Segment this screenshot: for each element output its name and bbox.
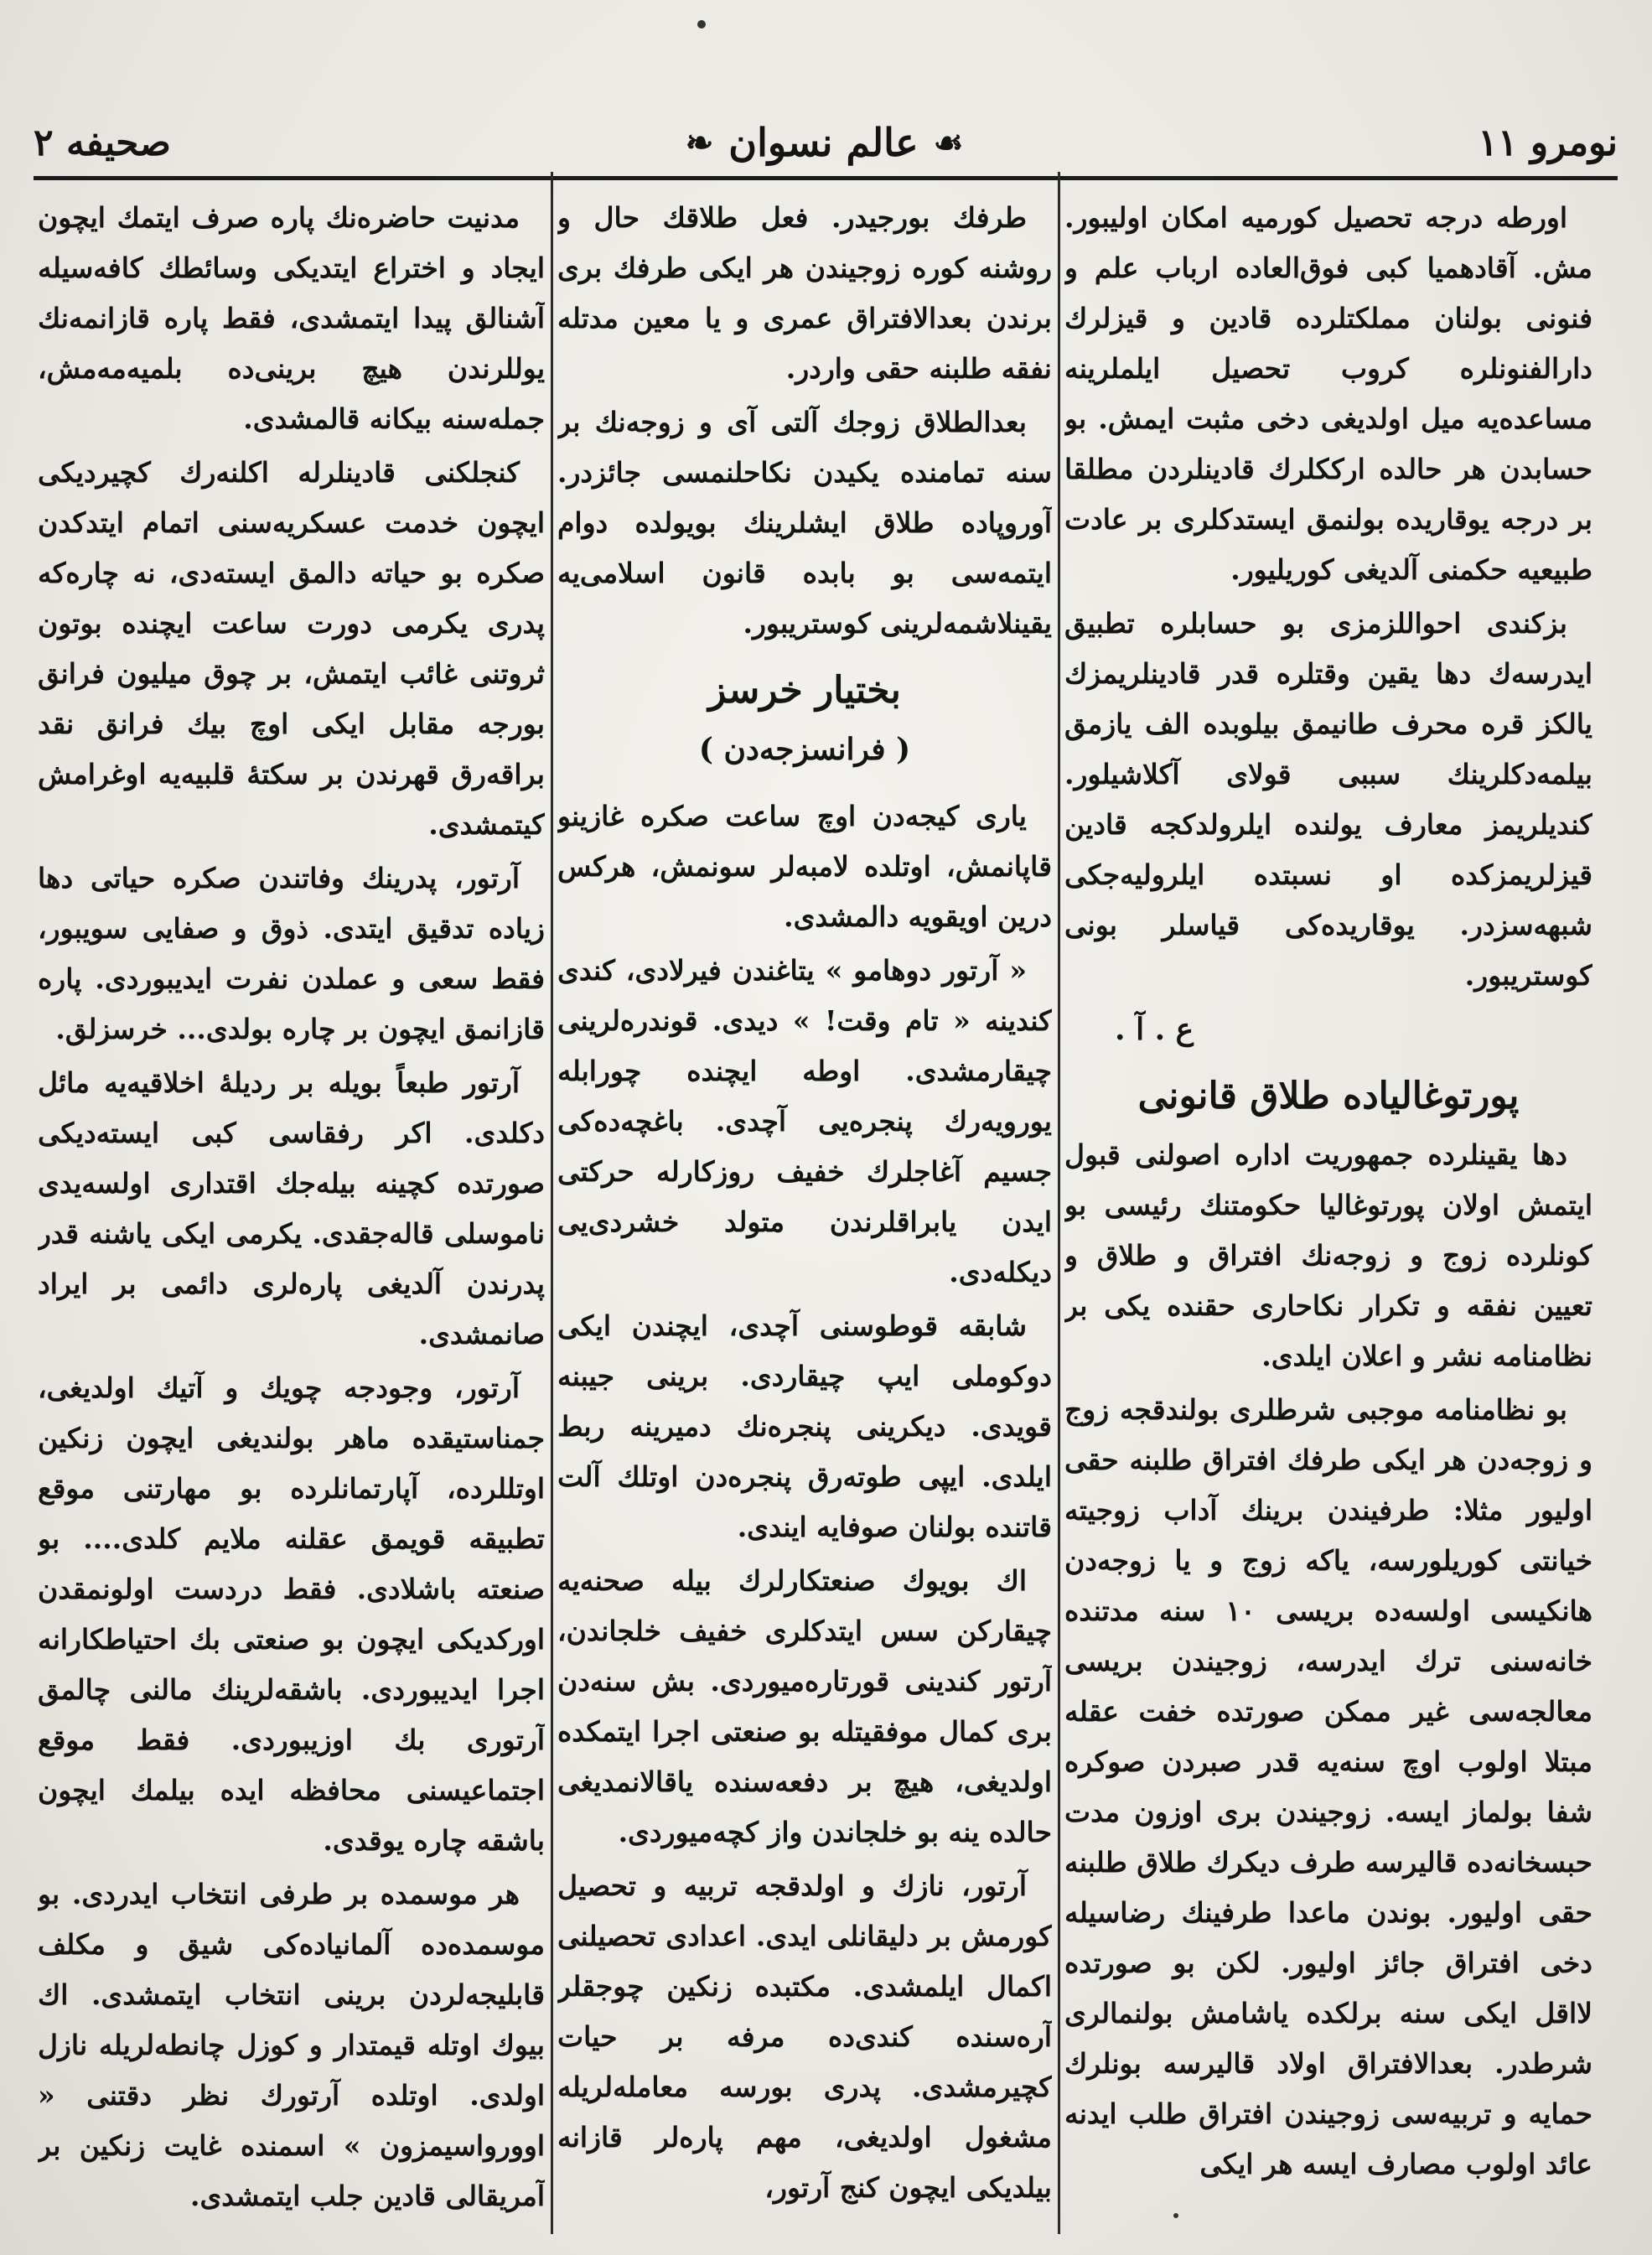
newspaper-title: عالم نسوان xyxy=(728,120,919,165)
column-left xyxy=(38,193,545,2238)
column-right xyxy=(1064,193,1592,2238)
paragraph: هر موسمده بر طرفی انتخاب ایدردی. بو موسمده‌ده آلمانیاده‌کی شیق و مکلف قابلیجه‌لردن برینی انتخاب ایتمشدی. اك بیوك اوتله قیمتدار و کوزل چانطه‌لریله نازل اولدی. اوتلده آرتورك نظر دقتنی « اوورواسیمزون » اسمنده غایت زنکین بر آمریقالی قادین جلب ایتمشدی. xyxy=(38,1878,545,2212)
paragraph: اورطه درجه تحصیل کورمیه امکان اولیبور. مش. آقادهمیا کبی فوق‌العاده ارباب علم و فنونی بولنان مملکتلرده قادین و قیزلرك دارالفنونلره کروب تحصیل ایلملرینه مساعده‌یه میل اولدیغی دخی مثبت ایمش. بو حسابدن هر حالده ارککلرك قادینلردن مطلقا بر درجه یوقاریده بولنمق ایستدکلری بر عادت طبیعیه حکمنی آلدیغی کوریلیور. xyxy=(1064,201,1592,586)
masthead-rule xyxy=(34,176,1618,180)
column-divider-right xyxy=(1058,172,1060,2234)
story-heading: بختیار خرسز xyxy=(708,669,901,712)
paragraph: یاری کیجه‌دن اوچ ساعت صکره غازینو قاپانمش، اوتلده لامبه‌لر سونمش، هرکس درین اویقویه دالمشدی. xyxy=(557,800,1052,933)
issue-number: نومرو ۱۱ xyxy=(1478,121,1618,164)
paragraph: بو نظامنامه موجبی شرطلری بولندقجه زوج و زوجه‌دن هر ایکی طرفك افتراق طلبنه حقی اولیور مثلا: طرفیندن برینك آداب زوجیته خیانتی کوریلورسه، یاکه زوج و یا زوجه‌دن هانکیسی اولسه‌ده بریسی ۱۰ سنه مدتنده خانه‌سنی ترك ایدرسه، زوجیندن بریسی معالجه‌سی غیر ممکن صورتده خفت عقله مبتلا اولوب اوچ سنه‌یه قدر صبردن صوکره شفا بولماز ایسه. زوجیندن بری اوزون مدت حبسخانه‌ده قالیرسه طرف دیکرك طلاق طلبنه حقی اولیور. بوندن ماعدا طرفینك رضاسیله دخی افتراق جائز اولیور. لکن بو صورتده لااقل ایکی سنه برلکده یاشامش بولنمالری شرطدر. بعدالافتراق اولاد قالیرسه بونلرك حمایه و تربیه‌سی زوجیندن افتراق طلب ایدنه عائد اولوب مصارف ایسه هر ایکی xyxy=(1064,1393,1592,2180)
newspaper-title-block xyxy=(686,120,964,165)
paragraph: بعدالطلاق زوجك آلتی آی و زوجه‌نك بر سنه تمامنده یکیدن نکاحلنمسی جائزدر. آوروپاده طلاق ایشلرینك بویولده دوام ایتمه‌سی بو بابده قانون اسلامی‌یه یقینلاشمه‌لرینی کوستریبور. xyxy=(557,406,1052,640)
paragraph: کنجلکنی قادینلرله اکلنه‌رك کچیردیکی ایچون خدمت عسکریه‌سنی اتمام ایتدکدن صکره بو حیاته دالمق ایسته‌دی، نه چاره‌که پدری یکرمی دورت ساعت ایچنده بوتون ثروتنی غائب ایتمش، بر چوق میلیون فرانق بورجه مقابل ایکی اوچ بیك فرانق نقد براقه‌رق قهرندن بر سکتهٔ قلبیه‌یه اوغرامش کیتمشدی. xyxy=(38,456,545,841)
paragraph: شابقه قوطوسنی آچدی، ایچندن ایکی دوکوملی ایپ چیقاردی. برینی جیبنه قویدی. دیکرینی پنجره‌نك دمیرینه ربط ایلدی. ایپی طوته‌رق پنجره‌دن اوتلك آلت قاتنده بولنان صوفایه ایندی. xyxy=(557,1309,1052,1543)
paragraph: آرتور، نازك و اولدقجه تربیه و تحصیل کورمش بر دلیقانلی ایدی. اعدادی تحصیلنی اکمال ایلمشدی. مکتبده زنکین چوجقلر آره‌سنده کندی‌ده مرفه بر حیات کچیرمشدی. پدری بورسه معامله‌لریله مشغول اولدیغی، مهم پاره‌لر قازانه بیلدیکی ایچون کنج آرتور، xyxy=(557,1869,1052,2204)
ornament-right-icon: ☙ xyxy=(933,122,964,163)
ornament-left-icon: ❧ xyxy=(685,122,714,163)
paragraph: مدنیت حاضره‌نك پاره صرف ایتمك ایچون ایجاد و اختراع ایتدیکی وسائطك کافه‌سیله آشنالق پیدا ایتمشدی، فقط پاره قازانمه‌نك یوللرندن هیچ برینی‌ده بلمیه‌مه‌مش، جمله‌سنه بیکانه قالمشدی. xyxy=(38,201,545,435)
author-signature: ع . آ . xyxy=(1115,1012,1194,1047)
masthead xyxy=(34,101,1618,184)
paragraph: « آرتور دوهامو » یتاغندن فیرلادی، کندی کندینه « تام وقت! » دیدی. قوندره‌لرینی چیقارمشدی. اوطه ایچنده چورابله یورویه‌رك پنجره‌یی آچدی. باغچه‌ده‌کی جسیم آغاجلرك خفیف روزکارله حرکتی ایدن یابراقلرندن متولد خشردی‌یی دیکله‌دی. xyxy=(557,954,1052,1288)
paragraph: دها یقینلرده جمهوریت اداره اصولنی قبول ایتمش اولان پورتوغالیا حکومتنك رئیسی بو کونلرده زوج و زوجه‌نك افتراق و طلاق و تعیین نفقه و تکرار نکاحاری حقنده یکی بر نظامنامه نشر و اعلان ایلدی. xyxy=(1064,1138,1592,1372)
column-divider-left xyxy=(551,172,553,2234)
paragraph: آرتور طبعاً بویله بر ردیلهٔ اخلاقیه‌یه مائل دکلدی. اکر رفقاسی کبی ایسته‌دیکی صورتده کچینه بیله‌جك اقتداری اولسه‌یدی ناموسلی قاله‌جقدی. یکرمی ایکی یاشنه قدر پدرندن آلدیغی پاره‌لری دائمی بر ایراد صانمشدی. xyxy=(38,1066,545,1350)
paragraph: اك بویوك صنعتکارلرك بیله صحنه‌یه چیقارکن سس ایتدکلری خفیف خلجاندن، آرتور کندینی قورتاره‌میوردی. بش سنه‌دن بری کمال موفقیتله بو صنعتی اجرا ایتمکده اولدیغی، هیچ بر دفعه‌سنده یاقالانمدیغی حالده ینه بو خلجاندن واز کچه‌میوردی. xyxy=(557,1564,1052,1848)
article-heading: پورتوغالیاده طلاق قانونی xyxy=(1137,1075,1520,1117)
story-subheading: ( فرانسزجه‌دن ) xyxy=(698,732,911,767)
paragraph: آرتور، پدرینك وفاتندن صکره حیاتی دها زیاده تدقیق ایتدی. ذوق و صفایی سویبور، فقط سعی و عملدن نفرت ایدیبوردی. پاره قازانمق ایچون بر چاره بولدی... خرسزلق. xyxy=(38,862,545,1045)
column-middle xyxy=(557,193,1052,2238)
paragraph: آرتور، وجودجه چویك و آتیك اولدیغی، جمناستیقده ماهر بولندیغی ایچون زنکین اوتللرده، آپارتمانلرده بو مهارتنی موقع تطبیقه قویمق عقلنه ملایم کلدی.... بو صنعته باشلادی. فقط دردست اولونمقدن اورکدیکی ایچون بو صنعتی بك احتیاطکارانه اجرا ایدیبوردی. باشقه‌لرینك مالنی چالمق آرتوری بك اوزیبوردی. فقط موقع اجتماعیسنی محافظه ایده بیلمك ایچون باشقه چاره یوقدی. xyxy=(38,1371,545,1857)
paragraph: بزکندی احواللزمزی بو حسابلره تطبیق ایدرسه‌ك دها یقین وقتلره قدر قادینلریمزك یالکز قره محرف طانیمق بیلوبده الف یازمق بیلمه‌دکلرینك سببی قولای آکلاشیلور. کندیلریمز معارف یولنده ایلرولدکجه قادین قیزلریمزکده او نسبتده ایلرولیه‌جکی شبهه‌سزدر. یوقاریده‌کی قیاسلر بونی کوستریبور. xyxy=(1064,607,1592,992)
page-number: صحیفه ۲ xyxy=(34,121,171,164)
paragraph: طرفك بورجیدر. فعل طلاقك حال و روشنه کوره زوجیندن هر ایکی طرفك بری برندن بعدالافتراق عمری و یا معین مدتله نفقه طلبنه حقی واردر. xyxy=(557,201,1052,385)
ink-speck xyxy=(697,20,706,29)
